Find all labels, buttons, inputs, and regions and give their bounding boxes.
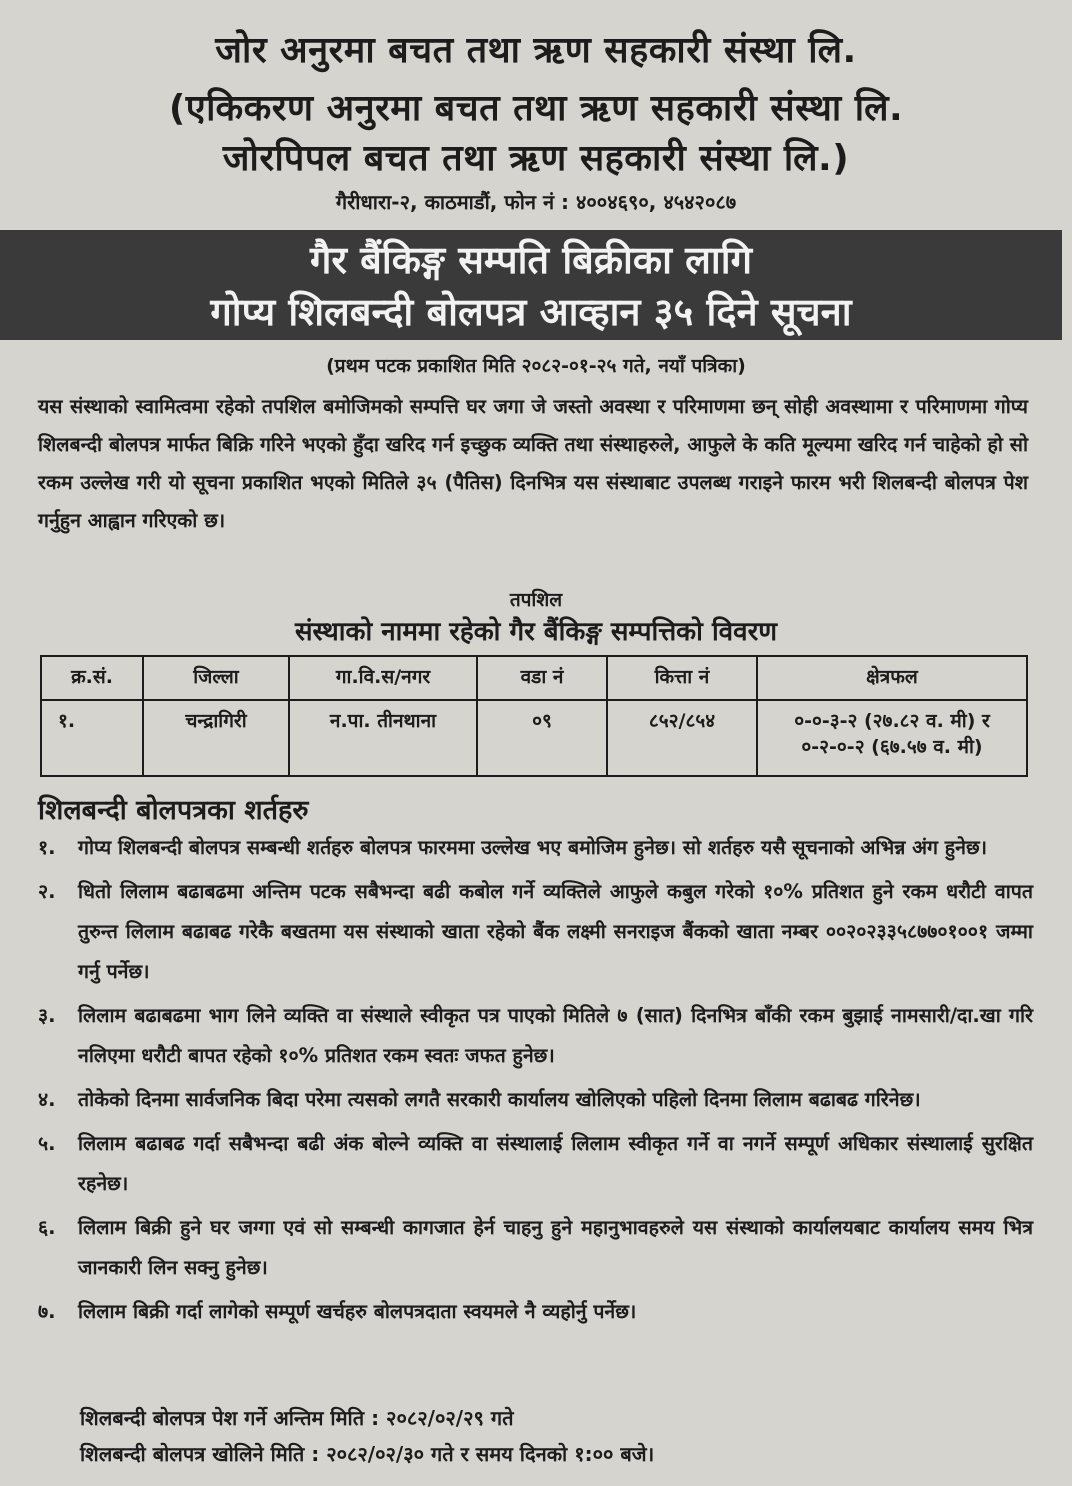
cell-district: चन्द्रागिरी [143, 700, 289, 776]
col-header-municipality: गा.वि.स/नगर [289, 656, 477, 700]
term-number: १. [38, 836, 56, 859]
term-number: ७. [38, 1300, 56, 1323]
term-text: लिलाम बिक्री हुने घर जग्गा एवं सो सम्बन्धी कागजात हेर्न चाहनु हुने महानुभावहरुले यस संस्थाको कार्यालयबाट कार्यालय समय भित्र जानकारी लिन सक्नु हुनेछ। [78, 1216, 1033, 1279]
term-text: लिलाम बिक्री गर्दा लागेको सम्पूर्ण खर्चहरु बोलपत्रदाता स्वयमले नै व्यहोर्नु पर्नेछ। [78, 1300, 637, 1323]
col-header-sn: क्र.सं. [41, 656, 143, 700]
org-name-line1: जोर अनुरमा बचत तथा ऋण सहकारी संस्था लि. [215, 30, 857, 71]
org-address: गैरीधारा-२, काठमाडौं, फोन नं : ४००४६९०, ४५४२०८७ [335, 190, 737, 214]
org-name-line2: (एकिकरण अनुरमा बचत तथा ऋण सहकारी संस्था लि. [168, 88, 904, 129]
term-number: ६. [38, 1216, 56, 1239]
cell-area [757, 700, 1027, 776]
table-row [41, 700, 1027, 776]
col-header-area: क्षेत्रफल [757, 656, 1027, 700]
list-item [38, 1208, 1033, 1288]
org-name-line3: जोरपिपल बचत तथा ऋण सहकारी संस्था लि.) [222, 138, 850, 179]
terms-list [38, 828, 1033, 1336]
list-item [38, 828, 1033, 868]
term-number: २. [38, 880, 56, 903]
cell-plot: ८५२/८५४ [607, 700, 757, 776]
cell-area-line1: ०-०-३-२ (२७.८२ व. मी) र [794, 710, 990, 732]
term-text: लिलाम बढाबढमा भाग लिने व्यक्ति वा संस्थाले स्वीकृत पत्र पाएको मितिले ७ (सात) दिनभित्र बाँकी रकम बुझाई नामसारी/दा.खा गरि नलिएमा धरौटी बापत रहेको १०% प्रतिशत रकम स्वतः जफत हुनेछ। [78, 1004, 1033, 1067]
list-item [38, 1080, 1033, 1120]
term-text: तोकेको दिनमा सार्वजनिक बिदा परेमा त्यसको लगतै सरकारी कार्यालय खोलिएको पहिलो दिनमा लिलाम बढाबढ गरिनेछ। [78, 1088, 921, 1111]
banner-title-line2: गोप्य शिलबन्दी बोलपत्र आव्हान ३५ दिने सूचना [210, 290, 852, 334]
term-text: लिलाम बढाबढ गर्दा सबैभन्दा बढी अंक बोल्ने व्यक्ति वा संस्थालाई लिलाम स्वीकृत गर्ने वा नगर्ने सम्पूर्ण अधिकार संस्थालाई सुरक्षित रहनेछ। [78, 1132, 1033, 1195]
term-number: ५. [38, 1132, 56, 1155]
term-text: धितो लिलाम बढाबढमा अन्तिम पटक सबैभन्दा बढी कबोल गर्ने व्यक्तिले आफुले कबुल गरेको १०% प्रतिशत हुने रकम धरौटी वापत तुरुन्त लिलाम बढाबढ गरेकै बखतमा यस संस्थाको खाता रहेको बैंक लक्ष्मी सनराइज बैंकको खाता नम्बर ००२०२३३५८७७०१००१ जम्मा गर्नु पर्नेछ। [78, 880, 1033, 983]
opening-date: शिलबन्दी बोलपत्र खोलिने मिति : २०८२/०२/३० गते र समय दिनको १:०० बजे। [80, 1442, 655, 1466]
cell-area-line2: ०-२-०-२ (६७.५७ व. मी) [801, 736, 983, 758]
list-item [38, 1124, 1033, 1204]
cell-sn: १. [41, 700, 143, 776]
table-header-row [41, 656, 1027, 700]
term-number: ४. [38, 1088, 56, 1111]
cell-ward: ०९ [477, 700, 607, 776]
schedule-label: तपशिल [509, 589, 563, 611]
term-text: गोप्य शिलबन्दी बोलपत्र सम्बन्धी शर्तहरु बोलपत्र फारममा उल्लेख भए बमोजिम हुनेछ। सो शर्तहरु यसै सूचनाको अभिन्न अंग हुनेछ। [78, 836, 988, 859]
table-title: संस्थाको नाममा रहेको गैर बैंकिङ्ग सम्पत्तिको विवरण [294, 617, 778, 647]
notice-banner [0, 230, 1062, 340]
list-item [38, 1292, 1033, 1332]
list-item [38, 872, 1033, 992]
cell-municipality: न.पा. तीनथाना [289, 700, 477, 776]
banner-title-line1: गैर बैंकिङ्ग सम्पति बिक्रीका लागि [310, 238, 752, 282]
terms-heading: शिलबन्दी बोलपत्रका शर्तहरु [38, 795, 309, 826]
term-number: ३. [38, 1004, 56, 1027]
col-header-district: जिल्ला [143, 656, 289, 700]
col-header-plot: कित्ता नं [607, 656, 757, 700]
list-item [38, 996, 1033, 1076]
intro-paragraph: यस संस्थाको स्वामित्वमा रहेको तपशिल बमोजिमको सम्पत्ति घर जगा जे जस्तो अवस्था र परिमाणमा छन् सोही अवस्थामा र परिमाणमा गोप्य शिलबन्दी बोलपत्र मार्फत बिक्रि गरिने भएको हुँदा खरिद गर्न इच्छुक व्यक्ति तथा संस्थाहरुले, आफुले के कति मूल्यमा खरिद गर्न चाहेको हो सो रकम उल्लेख गरी यो सूचना प्रकाशित भएको मितिले ३५ (पैतिस) दिनभित्र यस संस्थाबाट उपलब्ध गराइने फारम भरी शिलबन्दी बोलपत्र पेश गर्नुहुन आह्वान गरिएको छ। [38, 395, 1028, 532]
submission-deadline: शिलबन्दी बोलपत्र पेश गर्ने अन्तिम मिति : २०८२/०२/२९ गते [80, 1406, 514, 1430]
col-header-ward: वडा नं [477, 656, 607, 700]
asset-table [40, 655, 1028, 777]
publication-note: (प्रथम पटक प्रकाशित मिति २०८२-०१-२५ गते, नयाँ पत्रिका) [326, 355, 746, 377]
